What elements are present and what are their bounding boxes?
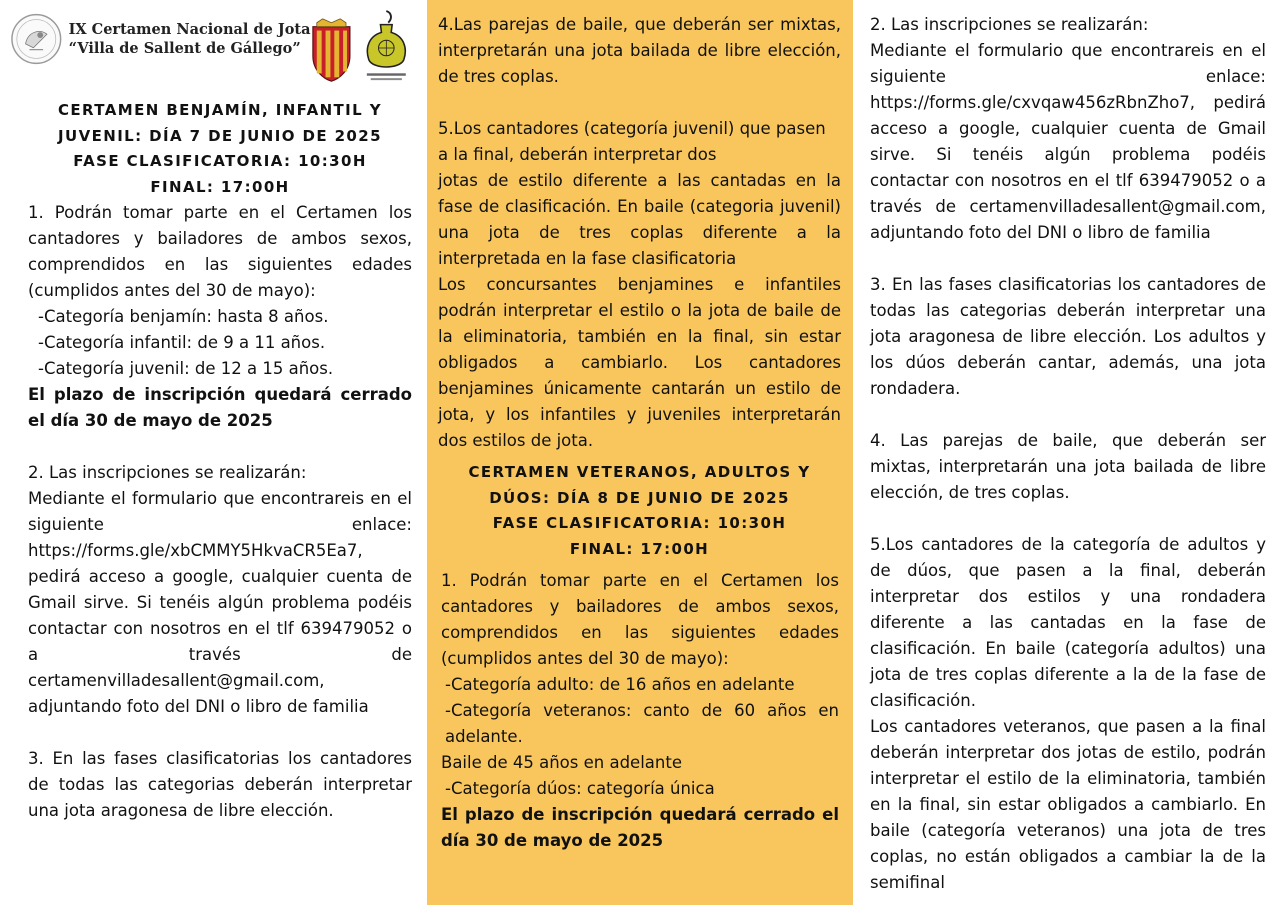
rule-2-attachment: adjuntando foto del DNI o libro de familia bbox=[28, 697, 369, 716]
title-line-1: IX Certamen Nacional de Jota bbox=[68, 21, 311, 38]
heading-line: CERTAMEN VETERANOS, ADULTOS Y bbox=[468, 463, 811, 481]
right-column bbox=[853, 0, 1280, 905]
certamen-logo-icon bbox=[10, 12, 63, 66]
category-veteranos: -Categoría veteranos: canto de 60 años en adelante. bbox=[445, 701, 839, 746]
rule-1-text: 1. Podrán tomar parte en el Certamen los cantadores y bailadores de ambos sexos, comprendidos en las siguientes edades (cumplidos antes del 30 de mayo): bbox=[28, 203, 412, 300]
header bbox=[10, 0, 412, 98]
rule-4-text: 4. Las parejas de baile, que deberán ser mixtas, interpretarán una jota bailada de libre elección, de tres coplas. bbox=[870, 431, 1266, 502]
category-juvenil: -Categoría juvenil: de 12 a 15 años. bbox=[38, 359, 334, 378]
category-adulto: -Categoría adulto: de 16 años en adelante bbox=[445, 675, 795, 694]
section-heading-veteranos bbox=[438, 460, 841, 562]
deadline-text: El plazo de inscripción quedará cerrado el día 30 de mayo de 2025 bbox=[28, 385, 412, 430]
header-title bbox=[69, 20, 309, 58]
rule-5-veteranos-text: Los cantadores veteranos, que pasen a la final deberán interpretar dos jotas de estilo, podrán interpretar el estilo de la eliminatoria, también en la final, sin estar obligados a cambiarlo. En baile (categoría veteranos) una jota de tres coplas, no están obligados a cambiar la de la semifinal bbox=[870, 717, 1266, 892]
heading-line: FINAL: 17:00H bbox=[569, 539, 710, 558]
rule-5-text: 5.Los cantadores de la categoría de adultos y de dúos, que pasen a la final, deberán interpretar dos estilos y una rondadera diferente a las cantadas en la fase de clasificación. En baile (categoría adultos) una jota de tres coplas diferente a la de la fase de clasificación. bbox=[870, 535, 1266, 710]
heading-line: FASE CLASIFICATORIA: 10:30H bbox=[73, 152, 367, 170]
rule-5-text-a: 5.Los cantadores (categoría juvenil) que pasen a la final, deberán interpretar dos bbox=[438, 119, 826, 164]
category-benjamin: -Categoría benjamín: hasta 8 años. bbox=[38, 307, 329, 326]
rule-2-text: Mediante el formulario que encontrareis en el siguiente enlace: https://forms.gle/cxvqaw456zRbnZho7, pedirá acceso a google, cualquier cuenta de Gmail sirve. Si tenéis algún problema podéis contactar con nosotros en el tlf 639479052 o a través de certamenvilladesallent@gmail.com, adjuntando foto del DNI o libro de familia bbox=[870, 41, 1266, 242]
heading-line: CERTAMEN BENJAMÍN, INFANTIL Y bbox=[57, 101, 383, 119]
heading-line: DÚOS: DÍA 8 DE JUNIO DE 2025 bbox=[489, 488, 790, 507]
jug-logo-icon bbox=[361, 8, 412, 88]
middle-column bbox=[427, 0, 853, 905]
deadline-text: El plazo de inscripción quedará cerrado el día 30 de mayo de 2025 bbox=[441, 805, 839, 850]
rule-2-text: Mediante el formulario que encontrareis en el siguiente enlace: https://forms.gle/xbCMMY5HkvaCR5Ea7, pedirá acceso a google, cualquier cuenta de Gmail sirve. Si tenéis algún problema podéis contactar con nosotros en el tlf 639479052 o a través de certamenvilladesallent@gmail.com, bbox=[28, 489, 412, 690]
category-infantil: -Categoría infantil: de 9 a 11 años. bbox=[38, 333, 326, 352]
category-duos: -Categoría dúos: categoría única bbox=[445, 779, 715, 798]
left-column bbox=[0, 0, 427, 905]
section-heading-benjamin bbox=[28, 98, 412, 200]
rule-5-text-c: Los concursantes benjamines e infantiles podrán interpretar el estilo o la jota de baile de la eliminatoria, también en la final, sin estar obligados a cambiarlo. Los cantadores benjamines únicamente cantarán un estilo de jota, y los infantiles y juveniles interpretarán dos estilos de jota. bbox=[438, 275, 841, 450]
title-line-2: “Villa de Sallent de Gállego” bbox=[68, 40, 301, 57]
rule-5-text-b: jotas de estilo diferente a las cantadas en la fase de clasificación. En baile (categoria juvenil) una jota de tres coplas diferente a la interpretada en la fase clasificatoria bbox=[438, 171, 841, 268]
rule-2-title: 2. Las inscripciones se realizarán: bbox=[870, 15, 1149, 34]
rule-4-text: 4.Las parejas de baile, que deberán ser mixtas, interpretarán una jota bailada de libre elección, de tres coplas. bbox=[438, 15, 841, 86]
rule-3-text: 3. En las fases clasificatorias los cantadores de todas las categorias deberán interpretar una jota aragonesa de libre elección. Los adultos y los dúos deberán cantar, además, una jota rondadera. bbox=[870, 275, 1266, 398]
rule-3-text: 3. En las fases clasificatorias los cantadores de todas las categorias deberán interpretar una jota aragonesa de libre elección. bbox=[28, 749, 412, 820]
heading-line: FASE CLASIFICATORIA: 10:30H bbox=[492, 514, 787, 532]
rule-1-text: 1. Podrán tomar parte en el Certamen los cantadores y bailadores de ambos sexos, comprendidos en las siguientes edades (cumplidos antes del 30 de mayo): bbox=[441, 571, 839, 668]
category-veteranos-baile: Baile de 45 años en adelante bbox=[441, 753, 682, 772]
heading-line: JUVENIL: DÍA 7 DE JUNIO DE 2025 bbox=[58, 126, 382, 145]
heading-line: FINAL: 17:00H bbox=[150, 177, 290, 196]
rule-2-title: 2. Las inscripciones se realizarán: bbox=[28, 463, 307, 482]
sallent-crest-icon bbox=[309, 18, 354, 84]
